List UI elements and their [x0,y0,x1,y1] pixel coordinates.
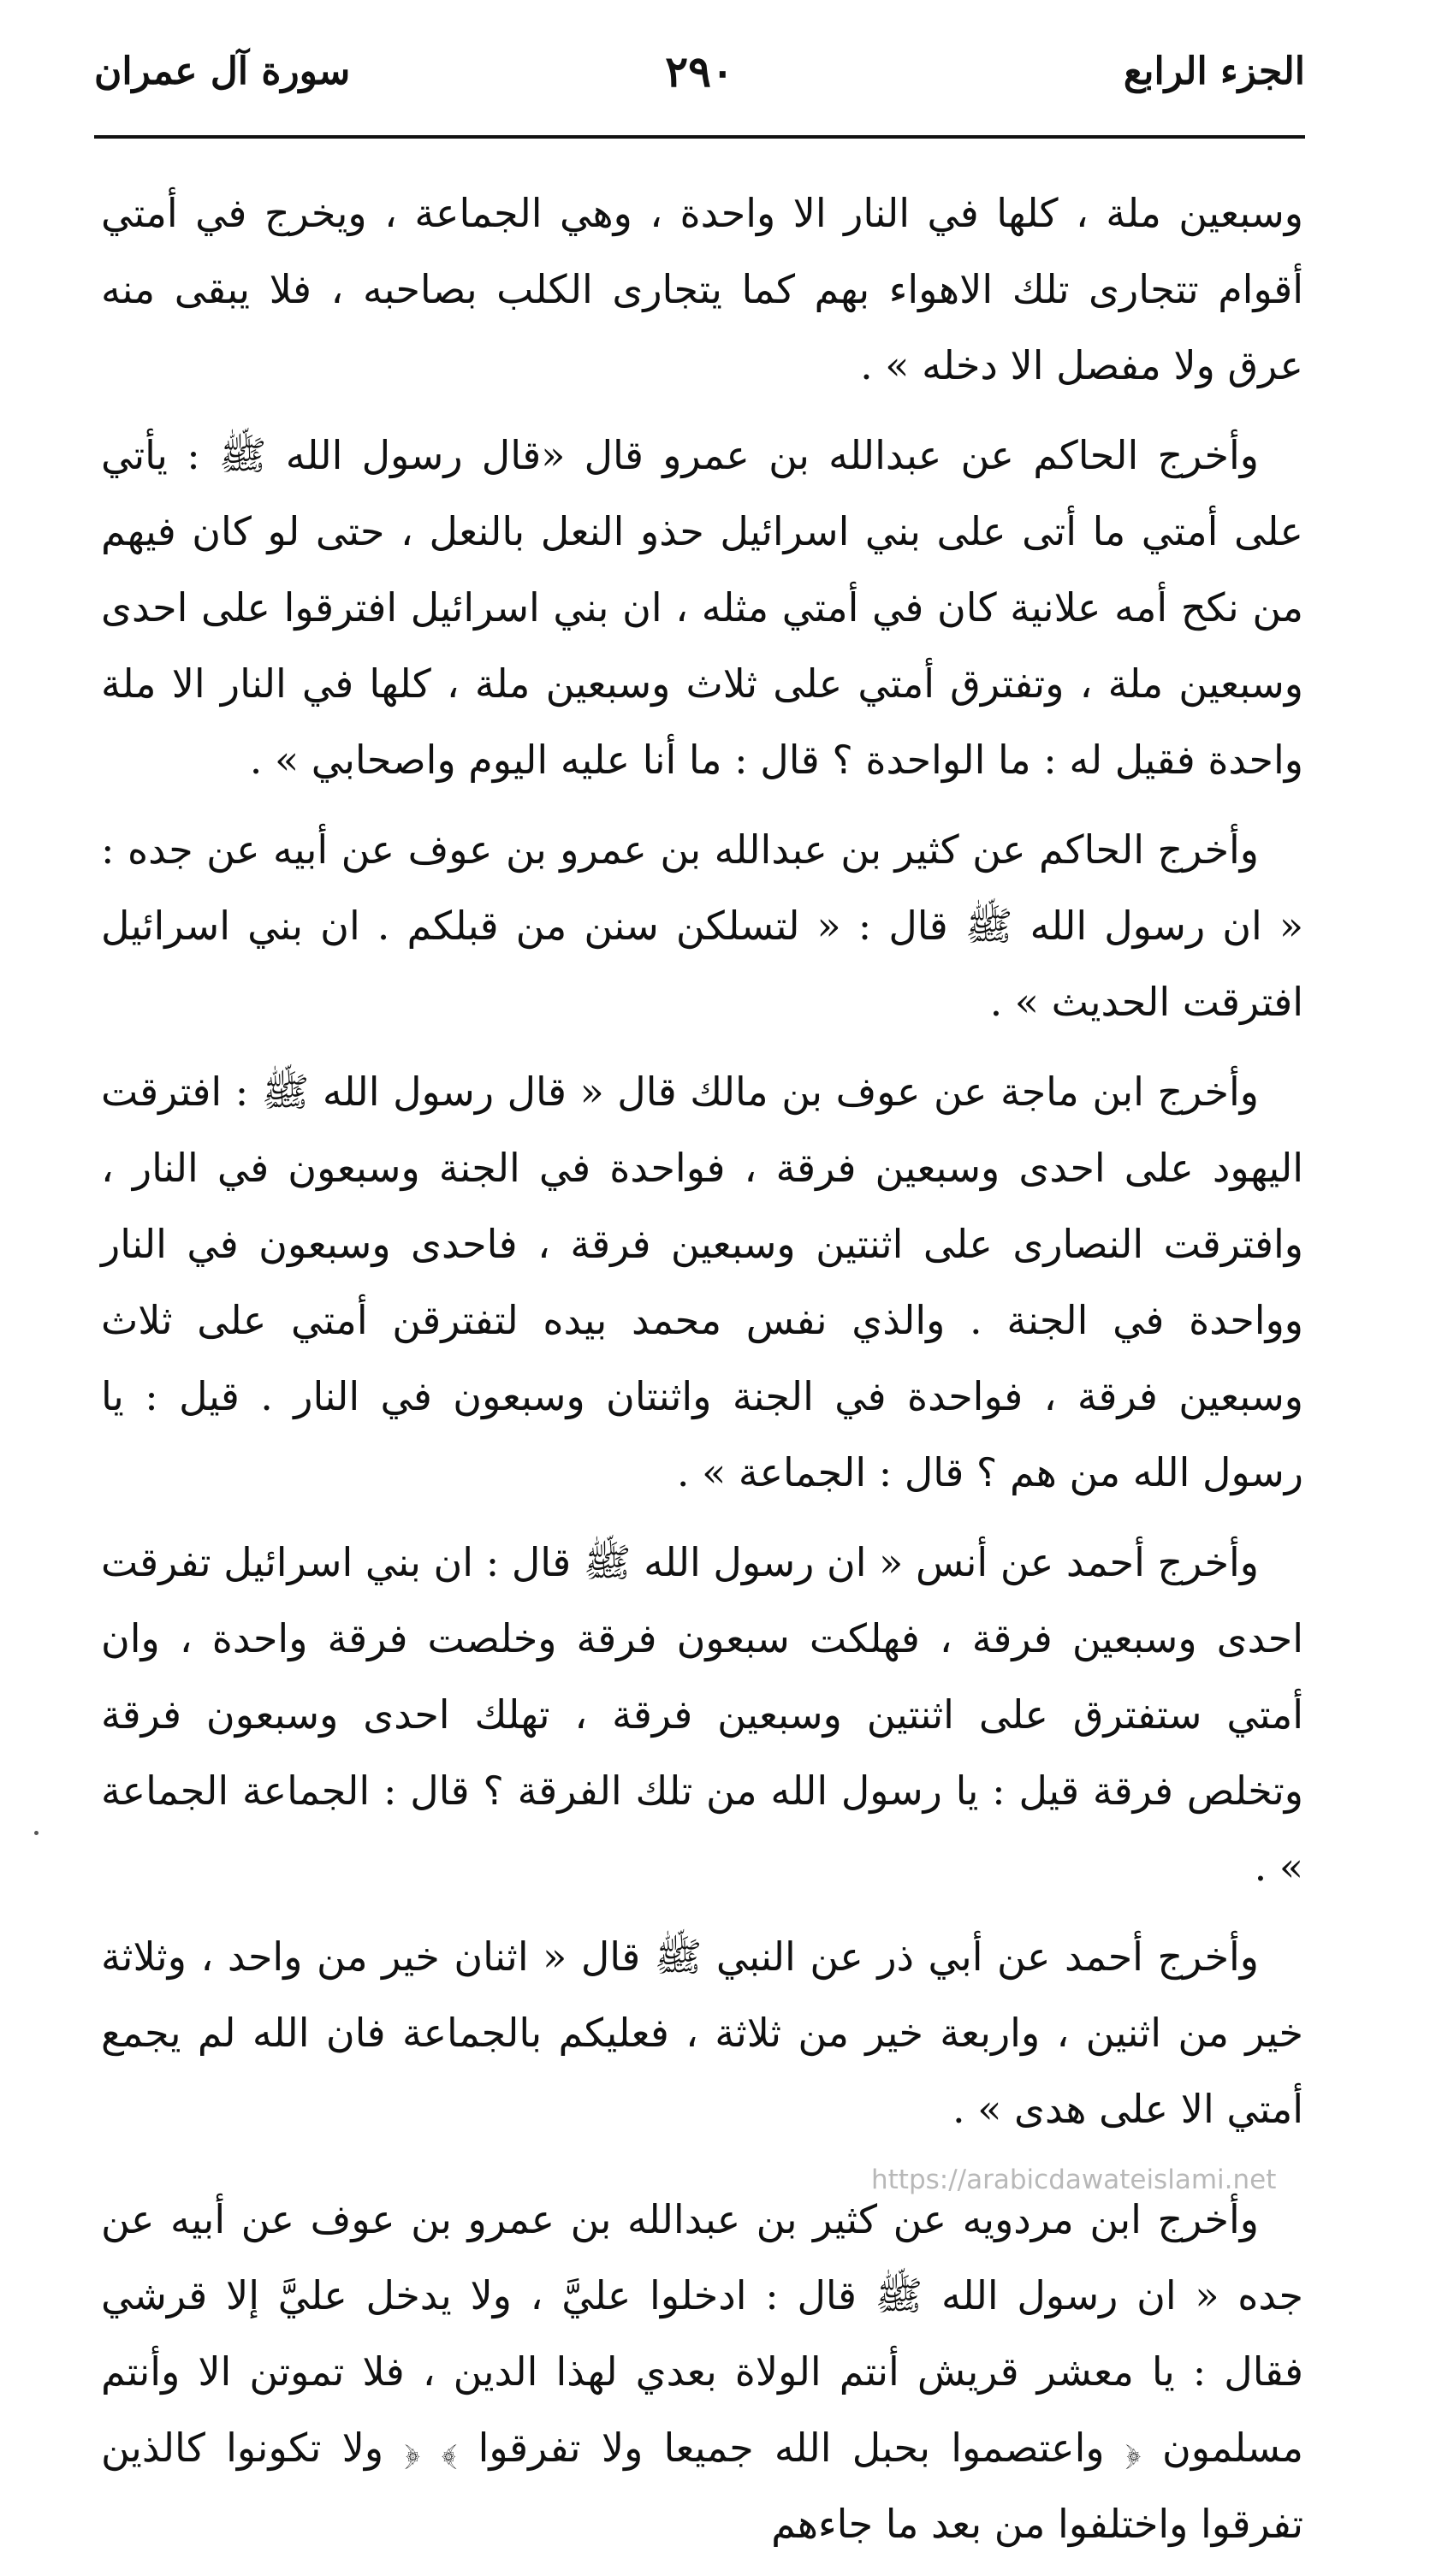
paragraph-1: وسبعين ملة ، كلها في النار الا واحدة ، وهي الجماعة ، ويخرج في أمتي أقوام تتجارى تلك الاهواء بهم كما يتجارى الكلب بصاحبه ، فلا يبقى منه عرق ولا مفصل الا دخله » . [101,190,1303,388]
page-header [94,46,1305,135]
scan-speck [34,1831,39,1835]
paragraph-7: وأخرج ابن مردويه عن كثير بن عبدالله بن عمرو بن عوف عن أبيه عن جده « ان رسول الله ﷺ قال : ادخلوا عليَّ ، ولا يدخل عليَّ إلا قرشي فقال : يا معشر قريش أنتم الولاة بعدي لهذا الدين ، فلا تموتن الا وأنتم مسلمون ﴿ واعتصموا بحبل الله جميعا ولا تفرقوا ﴾ ﴿ ولا تكونوا كالذين تفرقوا واختلفوا من بعد ما جاءهم [101,2196,1303,2547]
paragraph-5: وأخرج أحمد عن أنس « ان رسول الله ﷺ قال : ان بني اسرائيل تفرقت احدى وسبعين فرقة ، فهلكت سبعون فرقة وخلصت فرقة واحدة ، وان أمتي ستفترق على اثنتين وسبعين فرقة ، تهلك احدى وسبعون فرقة وتخلص فرقة قيل : يا رسول الله من تلك الفرقة ؟ قال : الجماعة الجماعة » . [101,1539,1303,1890]
surah-title: سورة آل عمران [94,50,351,93]
part-title: الجزء الرابع [1123,50,1305,93]
paragraph-3: وأخرج الحاكم عن كثير بن عبدالله بن عمرو بن عوف عن أبيه عن جده : « ان رسول الله ﷺ قال : « لتسلكن سنن من قبلكم . ان بني اسرائيل افترقت الحديث » . [101,826,1303,1025]
page-number: ٢٩٠ [665,46,734,97]
paragraph-2: وأخرج الحاكم عن عبدالله بن عمرو قال «قال رسول الله ﷺ : يأتي على أمتي ما أتى على بني اسرائيل حذو النعل بالنعل ، حتى لو كان فيهم من نكح أمه علانية كان في أمتي مثله ، ان بني اسرائيل افترقوا على احدى وسبعين ملة ، وتفترق أمتي على ثلاث وسبعين ملة ، كلها في النار الا ملة واحدة فقيل له : ما الواحدة ؟ قال : ما أنا عليه اليوم واصحابي » . [101,432,1303,783]
header-divider [94,135,1305,139]
page-body [101,175,1303,2576]
watermark-url: https://arabicdawateislami.net [871,2164,1277,2195]
paragraph-6: وأخرج أحمد عن أبي ذر عن النبي ﷺ قال « اثنان خير من واحد ، وثلاثة خير من اثنين ، واربعة خير من ثلاثة ، فعليكم بالجماعة فان الله لم يجمع أمتي الا على هدى » . [101,1933,1303,2132]
paragraph-4: وأخرج ابن ماجة عن عوف بن مالك قال « قال رسول الله ﷺ : افترقت اليهود على احدى وسبعين فرقة ، فواحدة في الجنة وسبعون في النار ، وافترقت النصارى على اثنتين وسبعين فرقة ، فاحدى وسبعون في النار وواحدة في الجنة . والذي نفس محمد بيده لتفترقن أمتي على ثلاث وسبعين فرقة ، فواحدة في الجنة واثنتان وسبعون في النار . قيل : يا رسول الله من هم ؟ قال : الجماعة » . [101,1069,1303,1495]
